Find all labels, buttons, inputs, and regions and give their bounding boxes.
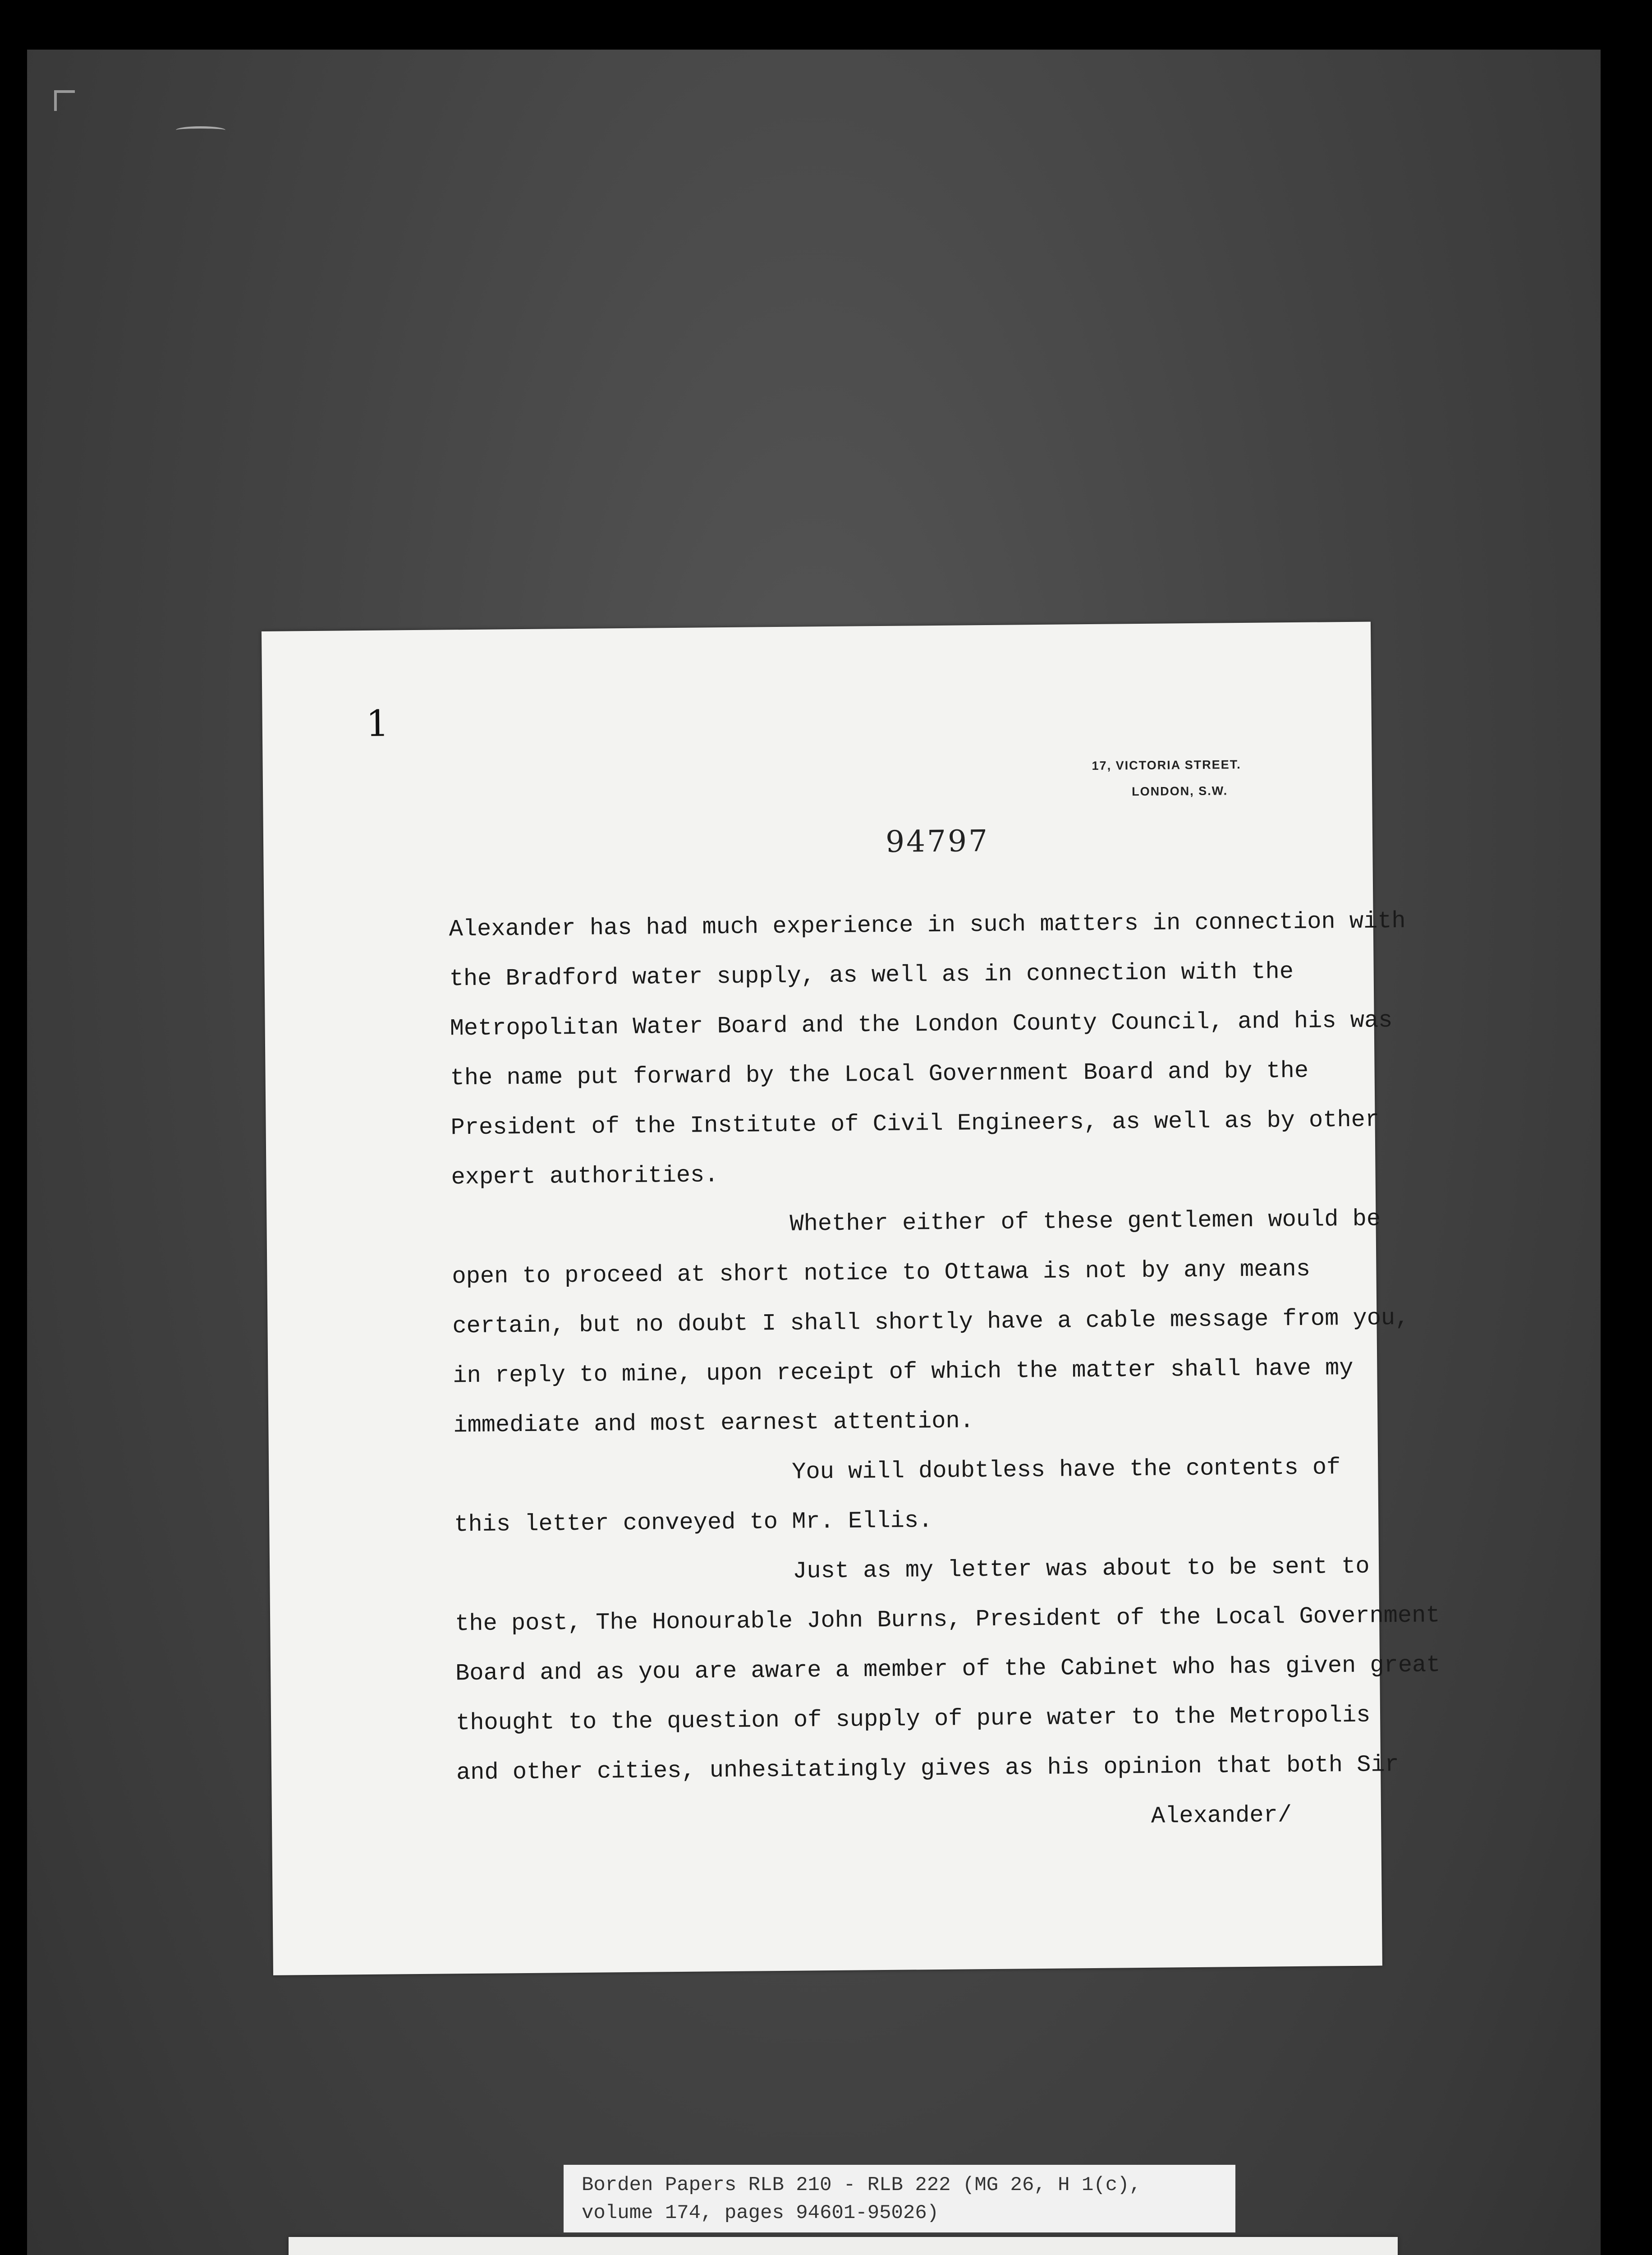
body-line: Just as my letter was about to be sent to — [792, 1553, 1370, 1585]
address-street: 17, VICTORIA STREET. — [1092, 758, 1241, 773]
body-line: and other cities, unhesitatingly gives as his opinion that both Sir — [456, 1751, 1400, 1786]
collection-label-line1: Borden Papers RLB 210 - RLB 222 (MG 26, H 1(c), — [582, 2174, 1142, 2196]
letter-page — [262, 622, 1441, 1975]
address-city: LONDON, S.W. — [1132, 784, 1228, 799]
body-line: certain, but no doubt I shall shortly have a cable message from you, — [452, 1304, 1409, 1340]
body-line: open to proceed at short notice to Ottawa is not by any means — [452, 1256, 1311, 1290]
body-line: President of the Institute of Civil Engineers, as well as by other — [450, 1106, 1380, 1141]
body-line: in reply to mine, upon receipt of which the matter shall have my — [453, 1354, 1354, 1390]
body-line: this letter conveyed to Mr. Ellis. — [454, 1507, 933, 1538]
letterhead-address — [1092, 751, 1241, 805]
film-scratch — [176, 126, 225, 134]
body-line: You will doubtless have the contents of — [792, 1454, 1341, 1486]
body-line: the name put forward by the Local Government Board and by the — [450, 1057, 1309, 1092]
margin-mark: 1 — [366, 702, 390, 745]
body-line: thought to the question of supply of pure water to the Metropolis — [455, 1702, 1371, 1737]
body-line-catchword: Alexander/ — [1151, 1802, 1292, 1830]
body-line: immediate and most earnest attention. — [453, 1408, 974, 1439]
body-line: the Bradford water supply, as well as in connection with the — [449, 958, 1294, 993]
body-line: expert authorities. — [451, 1162, 719, 1191]
letter-body — [449, 897, 1441, 1847]
archives-card — [289, 2237, 1398, 2255]
collection-label-line2: volume 174, pages 94601-95026) — [582, 2202, 939, 2224]
page-number: 94797 — [885, 823, 990, 859]
body-line: Whether either of these gentlemen would be — [789, 1206, 1381, 1238]
body-line: the post, The Honourable John Burns, President of the Local Government — [454, 1602, 1440, 1638]
body-line: Metropolitan Water Board and the London County Council, and his was — [450, 1007, 1393, 1042]
corner-crop-mark — [54, 90, 75, 111]
body-line: Board and as you are aware a member of the Cabinet who has given great — [455, 1652, 1441, 1687]
collection-label — [564, 2165, 1235, 2232]
body-line: Alexander has had much experience in such matters in connection with — [449, 907, 1406, 943]
